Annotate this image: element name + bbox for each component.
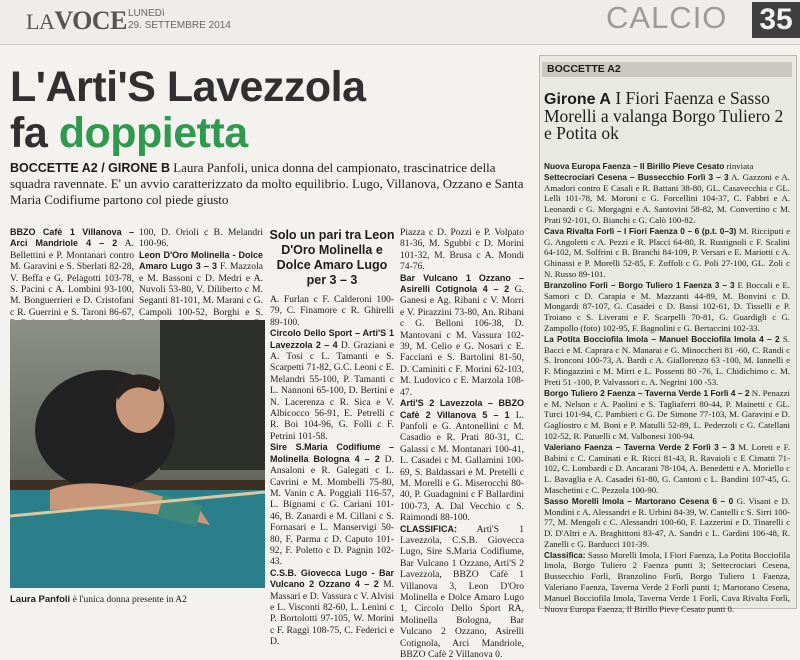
result-text: A. Gazzoni e A. Amadori contro E Casali e R. Battani 38-80, GL. Casavecchia c GL. Lelli 101-78, M. Moroni c G. Forcellini 104-37, C. Fabbri e A. Leonardi c G. Morgagni e A. Santovini 58-82, M. Convertino c M. Prati 92-101, O. Bianchi c G. Calò 100-82.: [544, 171, 790, 225]
result-text: E Boccali e E. Samori c D. Carapia e M. Mazzanti 44-89, M. Bonvini c D. Mongardi 87-107, G. Casadei c D. Bassi 102-61, D. Tisselli e P. Troiano c S. Liverani e F. Scarpelli 70-81, G. Guardigli c G. Zampollo (foto) 102-95, F. Bagnolini c G. Bertaccini 102-33.: [544, 279, 790, 333]
kicker-text: Laura Panfoli, unica donna del campionato, trascinatrice della squadra ravennate. E' un avvio caratterizzato da molto equilibrio. Lugo, Villanova, Ozzano e Santa Maria Codifiume partono col piede giusto: [10, 160, 524, 207]
sidebar-tag: BOCCETTE A2: [542, 62, 792, 77]
issue-date: [128, 8, 231, 32]
result-text: A. Bellettini e P. Montanari contro M. Garavini e S. Sberlati 82-28, V. Beffa e G. Pelagotti 103-78, S. Pacini c A. Lombini 93-100, M. Bonguerrieri e D. Cristofani c R. Guerrini e S. Taroni 86-67,: [10, 238, 134, 318]
result-text: M. Loreti e F. Babini c C. Caminati e R. Ricci 81-43, R. Ravaioli c E Cimatti 71-102, C. Lombardi c D. Ancarani 78-104, A. Benedetti e A. Moriello c L. Bavaglia e A. Casadei 61-80, G. Cantoni c L. Bandini 107-45, G. Maschetini c C. Pezzola 100-90.: [544, 441, 791, 495]
photo-caption: [10, 594, 265, 605]
result-heading: CLASSIFICA:: [400, 523, 457, 534]
result-paragraph: [400, 524, 524, 660]
result-paragraph: [400, 273, 524, 398]
result-text: A. Furlan c F. Calderoni 100-79, C. Finamore c R. Ghirelli 89-100.: [270, 294, 394, 328]
result-heading: Sasso Morelli Imola – Martorano Cesena 6 – 0: [544, 495, 734, 506]
sidebar-title-label: Girone A: [544, 91, 611, 108]
caption-name: Laura Panfoli: [10, 594, 71, 605]
result-paragraph: [400, 227, 524, 273]
article-column-3: [270, 294, 394, 648]
result-paragraph: [270, 294, 394, 328]
result-text: M. Ricciputi e G. Angoletti c A. Pezzi e R. Placci 64-80, R. Rustignoli c F. Scalini 64-102, M. Solfrini c B. Branchi 84-109, P. Versari e E. Mariotti c A. Ghinassi e P. Morelli 52-85, F. Zoffoli c G. Poli 27-100, GL. Zoli c N. Russo 89-101.: [544, 225, 790, 279]
sidebar-result-paragraph: [544, 161, 790, 172]
result-heading: La Potita Bocciofila Imola – Manuel Bocciofila Imola 4 – 2: [544, 333, 780, 344]
result-text: N. Penazzi e M. Nelson c A. Paolini e S. Tagliaferri 80-44, P. Mainetti c GL. Turci 101-94, C. Pambieri c G. De Simone 77-103, M. Garavini e D. Gagliostro c M. Boni e P. Matulli 52-89, L. Pederzoli c G. Catellani 102-52, R. Patuelli c M. Valbonesi 100-94.: [544, 387, 790, 441]
result-paragraph: [270, 568, 394, 648]
billiard-player-image: [10, 320, 265, 588]
result-heading: Leon D'Oro Molinella - Dolce Amaro Lugo 3 – 3: [139, 249, 263, 272]
sidebar-results: [544, 161, 790, 614]
kicker-label: BOCCETTE A2 / GIRONE B: [10, 161, 170, 175]
result-paragraph: [270, 442, 394, 567]
sidebar-result-paragraph: [544, 280, 790, 334]
newspaper-logo: [26, 6, 127, 36]
pull-quote: Solo un pari tra Leon D'Oro Molinella e Dolce Amaro Lugo per 3 – 3: [269, 228, 395, 287]
result-text: G. Ganesi e Ag. Ribani c V. Morri e V. Pirazzini 73-80, An. Ribani c G. Belloni 106-38, D. Mantovani c M. Vassura 102-39, M. Celio e G. Nosari c E. Facciani e S. Bartolini 81-50, D. Caminiti c F. Morini 62-103, M. Ludovico c E. Marzola 108-47.: [400, 284, 524, 398]
result-heading: BBZO Cafè 1 Villanova – Arci Mandriole 4 – 2: [10, 227, 134, 249]
article-kicker: [10, 160, 525, 208]
sidebar-result-paragraph: [544, 442, 790, 496]
result-text: Arti'S 1 Lavezzola, C.S.B. Giovecca Lugo, Sire S.Maria Codifiume, Bar Vulcano 1 Ozzano, Arti'S 2 Lavezzola, BBZO Cafè 1 Villanova 3, Leon D'Oro Molinella e Dolce Amaro Lugo 1, Circolo Dello Sport RA, Molinella Bologna, Bar Vulcano 2 Ozzano, Asirelli Cotignola, Arci Mandriole, BBZO Cafè 2 Villanova 0.: [400, 523, 524, 660]
result-heading: Branzolino Forlì – Borgo Tuliero 1 Faenza 3 – 3: [544, 279, 735, 290]
headline-line2-plain: fa: [10, 109, 59, 157]
result-text: 100, D. Orioli c B. Melandri 100-96.: [139, 227, 263, 250]
result-text: F. Mazzola e M. Bassoni c D. Medri e A. Nuvoli 53-80, V. Diliberto c M. Seganti 81-101, M. Marani c G. Campoli 100-52, Borghi e S.: [139, 261, 264, 318]
result-heading: Borgo Tuliero 2 Faenza – Taverna Verde 1 Forlì 4 – 2: [544, 387, 750, 398]
caption-text: è l'unica donna presente in A2: [70, 595, 187, 605]
result-heading: Nuova Europa Faenza – Il Birillo Pieve Cesato: [544, 161, 725, 171]
result-text: D. Ansaloni e R. Galegati c L. Cavrini e M. Mombelli 75-80, M. Vanin c A. Poggiali 116-57, L. Bignami c G. Cariani 101-46, B. Zanardi e M. Cillani c S. Fornasari e L. Manservigi 50-80, F. Parma c D. Caputo 101-92, F. Poletto c D. Pagnin 102-43.: [270, 453, 394, 568]
logo-prefix: LA: [26, 9, 55, 34]
issue-date-text: 29. SETTEMBRE 2014: [128, 20, 231, 31]
result-text: G. Visani e D. Mondini c A. Alessandri e R. Urbini 84-39, W. Cantelli c S. Sirri 100-77, M. Mengoli c C. Alessandri 100-60, F. Lazzerini e D. Tinarelli c D. D'Altri e A. Braghittoni 83-47, A. Sandri c L. Gardini 106-48, R. Zanelli c G. Barducci 101-39.: [544, 495, 790, 549]
result-text: M. Massari e D. Vassura c V. Alvisi e L. Visconti 82-60, L. Lenini c P. Bortolotti 97-105, W. Morini c F. Raggi 108-75, C. Federici e D.: [270, 579, 395, 648]
article-column-4: [400, 227, 524, 660]
article-column-1: [10, 227, 134, 330]
headline-highlight: doppietta: [58, 109, 248, 157]
result-paragraph: [400, 398, 524, 523]
result-heading: Circolo Dello Sport – Arti'S 1 Lavezzola 2 – 4: [270, 328, 394, 350]
result-heading: Bar Vulcano 1 Ozzano – Asirelli Cotignola 4 – 2: [400, 272, 524, 295]
result-heading: C.S.B. Giovecca Lugo - Bar Vulcano 2 Ozzano 4 – 2: [270, 567, 394, 590]
result-heading: Settecrociari Cesena – Bussecchio Forlì 3 – 3: [544, 171, 729, 182]
section-title: CALCIO: [606, 0, 728, 35]
result-text: L. Panfoli e G. Antonellini c M. Casadio e R. Prati 80-31, C. Galassi c M. Montanari 100-41, L. Casadei c M. Gallamini 100-69, S. Baldassari e M. Pretelli c M. Morelli e G. Miserocchi 80-40, P. Guadagnini c F Ballardini 100-73, A. Dal Vecchio c S. Raimondi 88-100.: [400, 409, 524, 524]
headline-line2: [10, 110, 248, 156]
sidebar-result-paragraph: [544, 334, 790, 388]
result-text: S. Bacci e M. Caprara c N. Manarai e G. Minoccheri 81 -60, C. Randi c S. Ironconi 100-73, A. Bardi c A. Giallorenzo 63 -100, M. Iannelli e F. Mingazzini c M. Mirri e L. Possenti 80 -76, L. Chidichimo c. M. Preti 51 -100, P. Valvassori c. A. Negrini 100 -53.: [544, 333, 790, 387]
result-paragraph: [139, 227, 263, 250]
sidebar-result-paragraph: [544, 496, 790, 550]
result-text: D. Graziani e A. Tosi c L. Tamanti e S. Scarpetti 71-82, G.C. Leoni c E. Melandri 55-100, P. Tamanti c L. Nannoni 65-100, D. Bertini e N. Lacerenza c R. Sica e V. Albicocco 56-91, E. Petrelli c R. Boi 104-96, G. Folli c F. Petrini 101-58.: [270, 339, 394, 442]
sidebar-result-paragraph: [544, 388, 790, 442]
sidebar-result-paragraph: [544, 550, 790, 615]
sidebar-result-paragraph: [544, 172, 790, 226]
result-text: rinviata: [724, 161, 754, 171]
result-heading: Sire S.Maria Codifiume – Molinella Bologna 4 – 2: [270, 442, 394, 464]
result-paragraph: [270, 328, 394, 442]
result-text: Piazza c D. Pozzi e P. Volpato 81-36, M. Sgubbi c D. Morini 101-32, M. Brusa c A. Mondi 74-76.: [400, 227, 524, 273]
sidebar-title-text: I Fiori Faenza e Sasso Morelli a valanga Borgo Tuliero 2 e Potita ok: [544, 88, 784, 143]
result-text: Sasso Morelli Imola, I Fiori Faenza, La Potita Bocciofila Imola, Borgo Tuliero 2 Faenza punti 3; Settecrociari Cesena, Bussecchio Forlì, Branzolino Forlì, Borgo Tuliero 1 Faenza, Valeriano Faenza, Taverna Verde 2 Forlì punti 1; Martorano Cesena, Manuel Bocciofila Imola, Taverna Verde 1 Forlì, Cava Rivalta Forlì, Nuova Europa Faenza, Il Birillo Pieve Cesato punti 0.: [544, 549, 790, 614]
result-heading: Classifica:: [544, 549, 586, 560]
logo-main: VOCE: [54, 6, 127, 35]
sidebar-result-paragraph: [544, 226, 790, 280]
result-heading: Valeriano Faenza – Taverna Verde 2 Forlì 3 – 3: [544, 441, 735, 452]
result-heading: Cava Rivalta Forlì – I Fiori Faenza 0 – 6 (p.t. 0–3): [544, 225, 737, 236]
result-heading: Arti'S 2 Lavezzola – BBZO Cafè 2 Villanova 5 – 1: [400, 398, 524, 420]
player-photo: [10, 320, 265, 588]
result-paragraph: [10, 227, 134, 330]
issue-day: LUNEDì: [128, 8, 165, 19]
sidebar-title: [544, 90, 792, 142]
page-number: 35: [752, 2, 800, 38]
headline-line1: L'Arti'S Lavezzola: [10, 63, 366, 111]
